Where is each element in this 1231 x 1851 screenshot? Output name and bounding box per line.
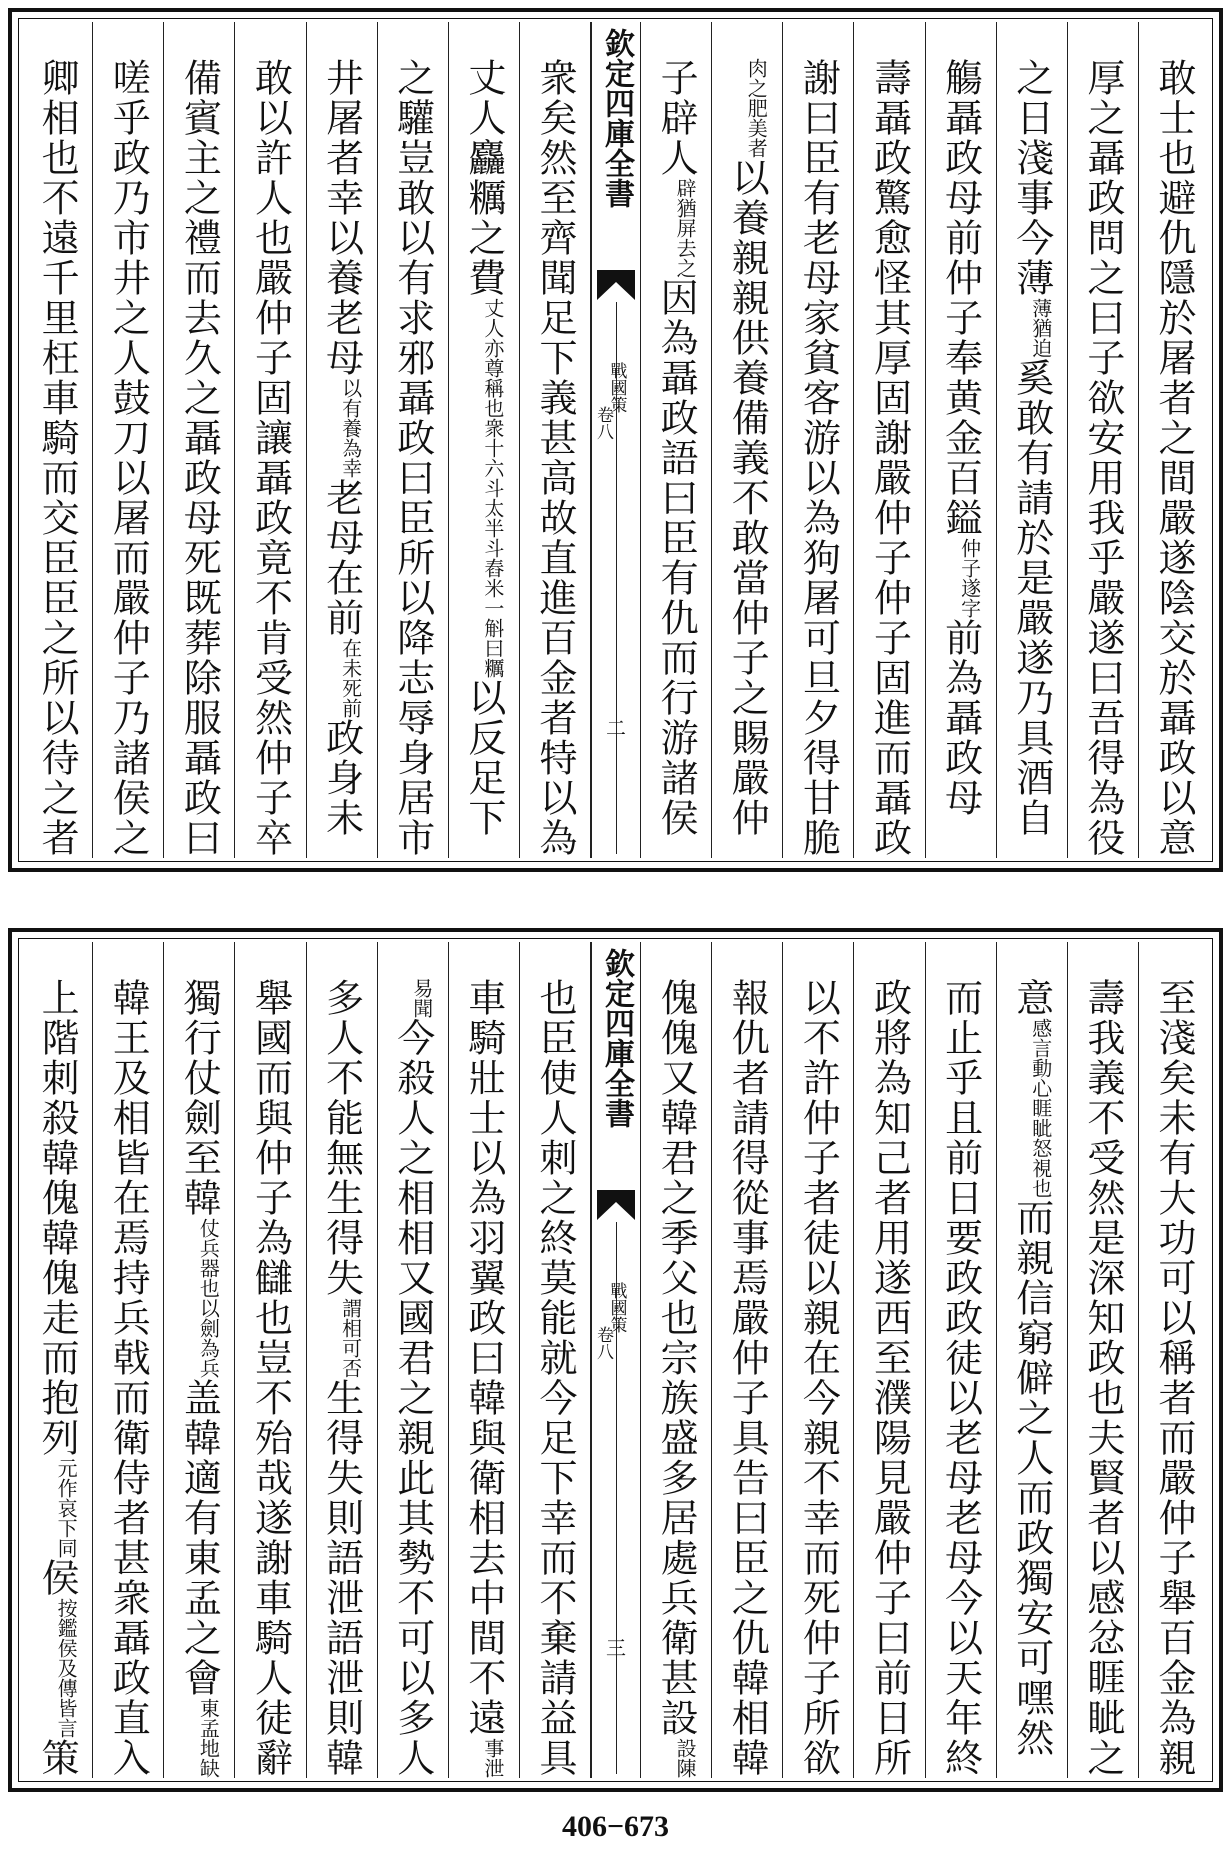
text-column: 也臣使人刺之終莫能就今足下幸而不棄請益具 [520, 942, 591, 1778]
text-column: 韓王及相皆在焉持兵戟而衛侍者甚衆聶政直入 [93, 942, 164, 1778]
text-column: 政將為知己者用遂西至濮陽見嚴仲子曰前日所 [854, 942, 925, 1778]
annotation: 仲子遂字 [957, 538, 982, 618]
spine-page-number: 二 [606, 716, 626, 740]
text-column: 而止乎且前日要政政徒以老母老母今以天年終 [926, 942, 997, 1778]
spine-title: 欽定四庫全書 [599, 948, 634, 1128]
annotation: 東孟地缺 [196, 1698, 221, 1778]
annotation: 按鑑侯及傳皆言 [54, 1598, 79, 1738]
text-column: 厚之聶政問之曰子欲安用我乎嚴遂曰吾得為役 [1068, 22, 1139, 858]
annotation: 事泄 [480, 1738, 505, 1778]
text-column: 衆矣然至齊聞足下義甚高故直進百金者特以為 [520, 22, 591, 858]
annotation: 設陳 [673, 1738, 698, 1778]
text-column: 井屠者幸以養老母$^{以有養為幸}$老母在前$^{在未死前}$政身未 [307, 22, 378, 858]
annotation: 仗兵器也以劍為兵 [196, 1218, 221, 1378]
page-top [8, 8, 1223, 872]
spine-volume: 卷八 [593, 1326, 613, 1360]
page-bottom [8, 928, 1223, 1792]
columns-bottom [22, 942, 1209, 1778]
text-column: 之驩豈敢以有求邪聶政曰臣所以降志辱身居市 [378, 22, 449, 858]
text-column: 壽我義不受然是深知政也夫賢者以感忿睚眦之 [1068, 942, 1139, 1778]
text-column: 傀傀又韓君之季父也宗族盛多居處兵衛甚設$^{設陳}$ [641, 942, 712, 1778]
text-column: 卿相也不遠千里枉車騎而交臣臣之所以待之者 [22, 22, 93, 858]
annotation: 謂相可否 [338, 1298, 363, 1378]
fish-tail-mark [597, 1190, 635, 1220]
text-column: 謝曰臣有老母家貧客游以為狗屠可旦夕得甘脆 [783, 22, 854, 858]
text-column: 丈人麤糲之費$^{丈人亦尊稱也衆十六斗太半斗舂米一斛曰糲}$以反足下 [449, 22, 520, 858]
text-column: 上階刺殺韓傀韓傀走而抱列$^{元作哀下同}$侯$^{按鑑侯及傳皆言}$策 [22, 942, 93, 1778]
text-column: 壽聶政驚愈怪其厚固謝嚴仲子仲子固進而聶政 [854, 22, 925, 858]
text-column: 敢士也避仇隱於屠者之間嚴遂陰交於聶政以意 [1151, 58, 1196, 858]
text-column: $^{易聞}$今殺人之相相又國君之親此其勢不可以多人 [378, 942, 449, 1778]
annotation: 辟猶屏去之 [673, 178, 698, 278]
text-column: 至淺矣未有大功可以稱者而嚴仲子舉百金為親 [1151, 978, 1196, 1778]
spine-book-title: 戰國策 [606, 1282, 627, 1333]
text-column: $^{肉之肥美者}$以養親親供養備義不敢當仲子之賜嚴仲 [712, 22, 783, 858]
text-column: 意$^{感言動心睚眦怒視也}$而親信窮僻之人而政獨安可嘿然 [997, 942, 1068, 1778]
annotation: 易聞 [409, 978, 434, 1018]
spine-title: 欽定四庫全書 [599, 28, 634, 208]
annotation: 丈人亦尊稱也衆十六斗太半斗舂米一斛曰糲 [480, 298, 505, 678]
annotation: 薄猶迫 [1028, 298, 1053, 358]
columns-top [22, 22, 1209, 858]
fish-tail-mark [597, 270, 635, 300]
center-spine [591, 22, 641, 858]
spine-page-number: 三 [606, 1636, 626, 1660]
annotation: 元作哀下同 [54, 1458, 79, 1558]
text-column: 多人不能無生得失$^{謂相可否}$生得失則語泄語泄則韓 [307, 942, 378, 1778]
annotation: 在未死前 [338, 638, 363, 718]
annotation: 以有養為幸 [338, 378, 363, 478]
text-column: 嗟乎政乃市井之人鼓刀以屠而嚴仲子乃諸侯之 [93, 22, 164, 858]
spine-volume: 卷八 [593, 406, 613, 440]
text-column: 車騎壯士以為羽翼政曰韓與衛相去中間不遠$^{事泄}$ [449, 942, 520, 1778]
text-column: 備賓主之禮而去久之聶政母死既葬除服聶政曰 [164, 22, 235, 858]
text-column: 子辟人$^{辟猶屏去之}$因為聶政語曰臣有仇而行游諸侯 [641, 22, 712, 858]
text-column: 之日淺事今薄$^{薄猶迫}$奚敢有請於是嚴遂乃具酒自 [997, 22, 1068, 858]
text-column: 以不許仲子者徒以親在今親不幸而死仲子所欲 [783, 942, 854, 1778]
page-footer-number: 406−673 [561, 1810, 670, 1843]
text-column: 舉國而與仲子為讎也豈不殆哉遂謝車騎人徒辭 [235, 942, 306, 1778]
text-column: 報仇者請得從事焉嚴仲子具告曰臣之仇韓相韓 [712, 942, 783, 1778]
text-column: 敢以許人也嚴仲子固讓聶政竟不肯受然仲子卒 [235, 22, 306, 858]
text-column: 觴聶政母前仲子奉黄金百鎰$^{仲子遂字}$前為聶政母 [926, 22, 997, 858]
text-column: 獨行仗劍至韓$^{仗兵器也以劍為兵}$盖韓適有東孟之會$^{東孟地缺}$ [164, 942, 235, 1778]
annotation: 肉之肥美者 [744, 58, 769, 158]
spine-book-title: 戰國策 [606, 362, 627, 413]
center-spine [591, 942, 641, 1778]
annotation: 感言動心睚眦怒視也 [1028, 1018, 1053, 1198]
